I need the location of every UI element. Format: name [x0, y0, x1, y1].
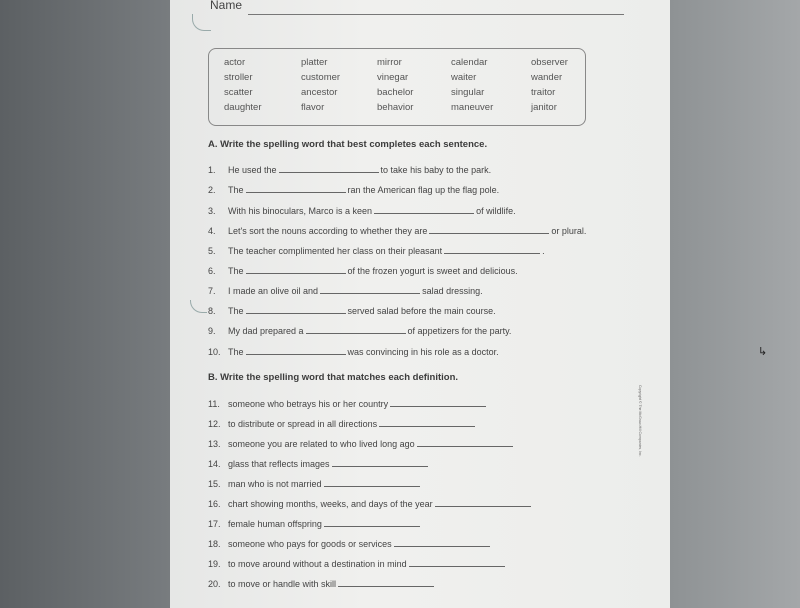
word: janitor: [531, 102, 557, 113]
item-number: 8.: [208, 306, 216, 316]
answer-blank[interactable]: [320, 284, 420, 294]
definition-text: female human offspring: [228, 519, 322, 529]
answer-blank[interactable]: [332, 457, 428, 467]
answer-blank[interactable]: [409, 557, 505, 567]
item-number: 19.: [208, 559, 221, 569]
word: wander: [531, 72, 563, 83]
answer-blank[interactable]: [374, 204, 474, 214]
answer-blank[interactable]: [394, 537, 490, 547]
sentence-start: My dad prepared a: [228, 326, 304, 336]
word: observer: [531, 57, 568, 68]
answer-blank[interactable]: [390, 397, 486, 407]
item-number: 14.: [208, 459, 221, 469]
item-number: 12.: [208, 419, 221, 429]
background-left: [0, 0, 170, 608]
sentence-item: [208, 183, 499, 197]
answer-blank[interactable]: [429, 224, 549, 234]
item-number: 11.: [208, 399, 220, 409]
sentence-item: [208, 244, 545, 258]
item-number: 20.: [208, 579, 221, 589]
definition-text: to move around without a destination in mind: [228, 559, 407, 569]
spelling-word-box: [208, 48, 586, 126]
word: singular: [451, 87, 485, 98]
word-column-5: [531, 55, 568, 115]
item-number: 2.: [208, 185, 216, 195]
definition-text: someone who pays for goods or services: [228, 539, 392, 549]
word: scatter: [224, 87, 253, 98]
sentence-start: The: [228, 347, 244, 357]
answer-blank[interactable]: [444, 244, 540, 254]
sentence-start: Let's sort the nouns according to whether they are: [228, 226, 428, 236]
section-b-title: B. Write the spelling word that matches each definition.: [208, 372, 459, 383]
item-number: 5.: [208, 246, 216, 256]
word: behavior: [377, 102, 414, 113]
background-right: [670, 0, 800, 608]
word: calendar: [451, 57, 488, 68]
definition-text: glass that reflects images: [228, 459, 330, 469]
item-number: 3.: [208, 206, 216, 216]
answer-blank[interactable]: [246, 183, 346, 193]
definition-item: [208, 537, 492, 551]
word: daughter: [224, 102, 262, 113]
definition-text: someone who betrays his or her country: [228, 399, 389, 409]
sentence-end: or plural.: [551, 226, 587, 236]
sentence-end: ran the American flag up the flag pole.: [347, 185, 500, 195]
word: flavor: [301, 102, 325, 113]
sentence-item: [208, 284, 483, 298]
definition-item: [208, 397, 488, 411]
word: waiter: [451, 72, 477, 83]
answer-blank[interactable]: [324, 477, 420, 487]
definition-item: [208, 437, 515, 451]
sentence-start: The: [228, 266, 244, 276]
answer-blank[interactable]: [417, 437, 513, 447]
sentence-item: [208, 224, 586, 238]
item-number: 4.: [208, 226, 216, 236]
word: maneuver: [451, 102, 494, 113]
definition-text: to move or handle with skill: [228, 579, 337, 589]
sentence-start: With his binoculars, Marco is a keen: [228, 206, 373, 216]
definition-item: [208, 457, 430, 471]
definition-text: someone you are related to who lived long ago: [228, 439, 415, 449]
sentence-end: to take his baby to the park.: [380, 165, 492, 175]
sentence-item: [208, 345, 499, 359]
word: bachelor: [377, 87, 414, 98]
sentence-start: I made an olive oil and: [228, 286, 319, 296]
sentence-item: [208, 264, 518, 278]
word-column-3: [377, 55, 413, 115]
name-label: Name: [210, 0, 243, 12]
sentence-item: [208, 304, 496, 318]
sentence-end: salad dressing.: [422, 286, 483, 296]
sentence-item: [208, 163, 491, 177]
copyright-notice: Copyright © The McGraw-Hill Companies, Inc.: [638, 385, 642, 457]
definition-item: [208, 517, 422, 531]
sentence-item: [208, 204, 516, 218]
sentence-end: of wildlife.: [476, 206, 516, 216]
item-number: 16.: [208, 499, 221, 509]
answer-blank[interactable]: [246, 345, 346, 355]
item-number: 15.: [208, 479, 221, 489]
word: mirror: [377, 57, 402, 68]
answer-blank[interactable]: [324, 517, 420, 527]
item-number: 10.: [208, 347, 221, 357]
sentence-item: [208, 324, 511, 338]
name-field[interactable]: [248, 14, 624, 15]
definition-text: chart showing months, weeks, and days of the year: [228, 499, 433, 509]
answer-blank[interactable]: [435, 497, 531, 507]
word-column-1: [224, 55, 262, 115]
pen-mark: [192, 14, 211, 31]
word-column-4: [451, 55, 493, 115]
definition-item: [208, 417, 477, 431]
word: ancestor: [301, 87, 338, 98]
section-a-title: A. Write the spelling word that best completes each sentence.: [208, 139, 488, 150]
word: vinegar: [377, 72, 409, 83]
sentence-start: The: [228, 185, 244, 195]
sentence-start: He used the: [228, 165, 277, 175]
definition-item: [208, 477, 422, 491]
answer-blank[interactable]: [338, 577, 434, 587]
item-number: 6.: [208, 266, 216, 276]
pen-mark: [190, 300, 207, 313]
answer-blank[interactable]: [379, 417, 475, 427]
definition-item: [208, 497, 533, 511]
word: platter: [301, 57, 328, 68]
sentence-end: of the frozen yogurt is sweet and delicious.: [347, 266, 518, 276]
word: stroller: [224, 72, 253, 83]
answer-blank[interactable]: [279, 163, 379, 173]
definition-text: to distribute or spread in all directions: [228, 419, 378, 429]
answer-blank[interactable]: [246, 264, 346, 274]
answer-blank[interactable]: [246, 304, 346, 314]
definition-item: [208, 557, 507, 571]
definition-item: [208, 577, 436, 591]
mouse-cursor-icon: ↳: [758, 346, 768, 358]
answer-blank[interactable]: [306, 324, 406, 334]
word: actor: [224, 57, 246, 68]
sentence-end: served salad before the main course.: [347, 306, 496, 316]
item-number: 7.: [208, 286, 216, 296]
item-number: 17.: [208, 519, 221, 529]
item-number: 9.: [208, 326, 216, 336]
item-number: 1.: [208, 165, 216, 175]
definition-text: man who is not married: [228, 479, 322, 489]
worksheet-page: [170, 0, 670, 608]
word: customer: [301, 72, 341, 83]
sentence-start: The: [228, 306, 244, 316]
sentence-end: .: [542, 246, 545, 256]
sentence-end: was convincing in his role as a doctor.: [347, 347, 499, 357]
item-number: 13.: [208, 439, 221, 449]
sentence-start: The teacher complimented her class on their pleasant: [228, 246, 443, 256]
word: traitor: [531, 87, 556, 98]
word-column-2: [301, 55, 340, 115]
item-number: 18.: [208, 539, 221, 549]
sentence-end: of appetizers for the party.: [407, 326, 512, 336]
